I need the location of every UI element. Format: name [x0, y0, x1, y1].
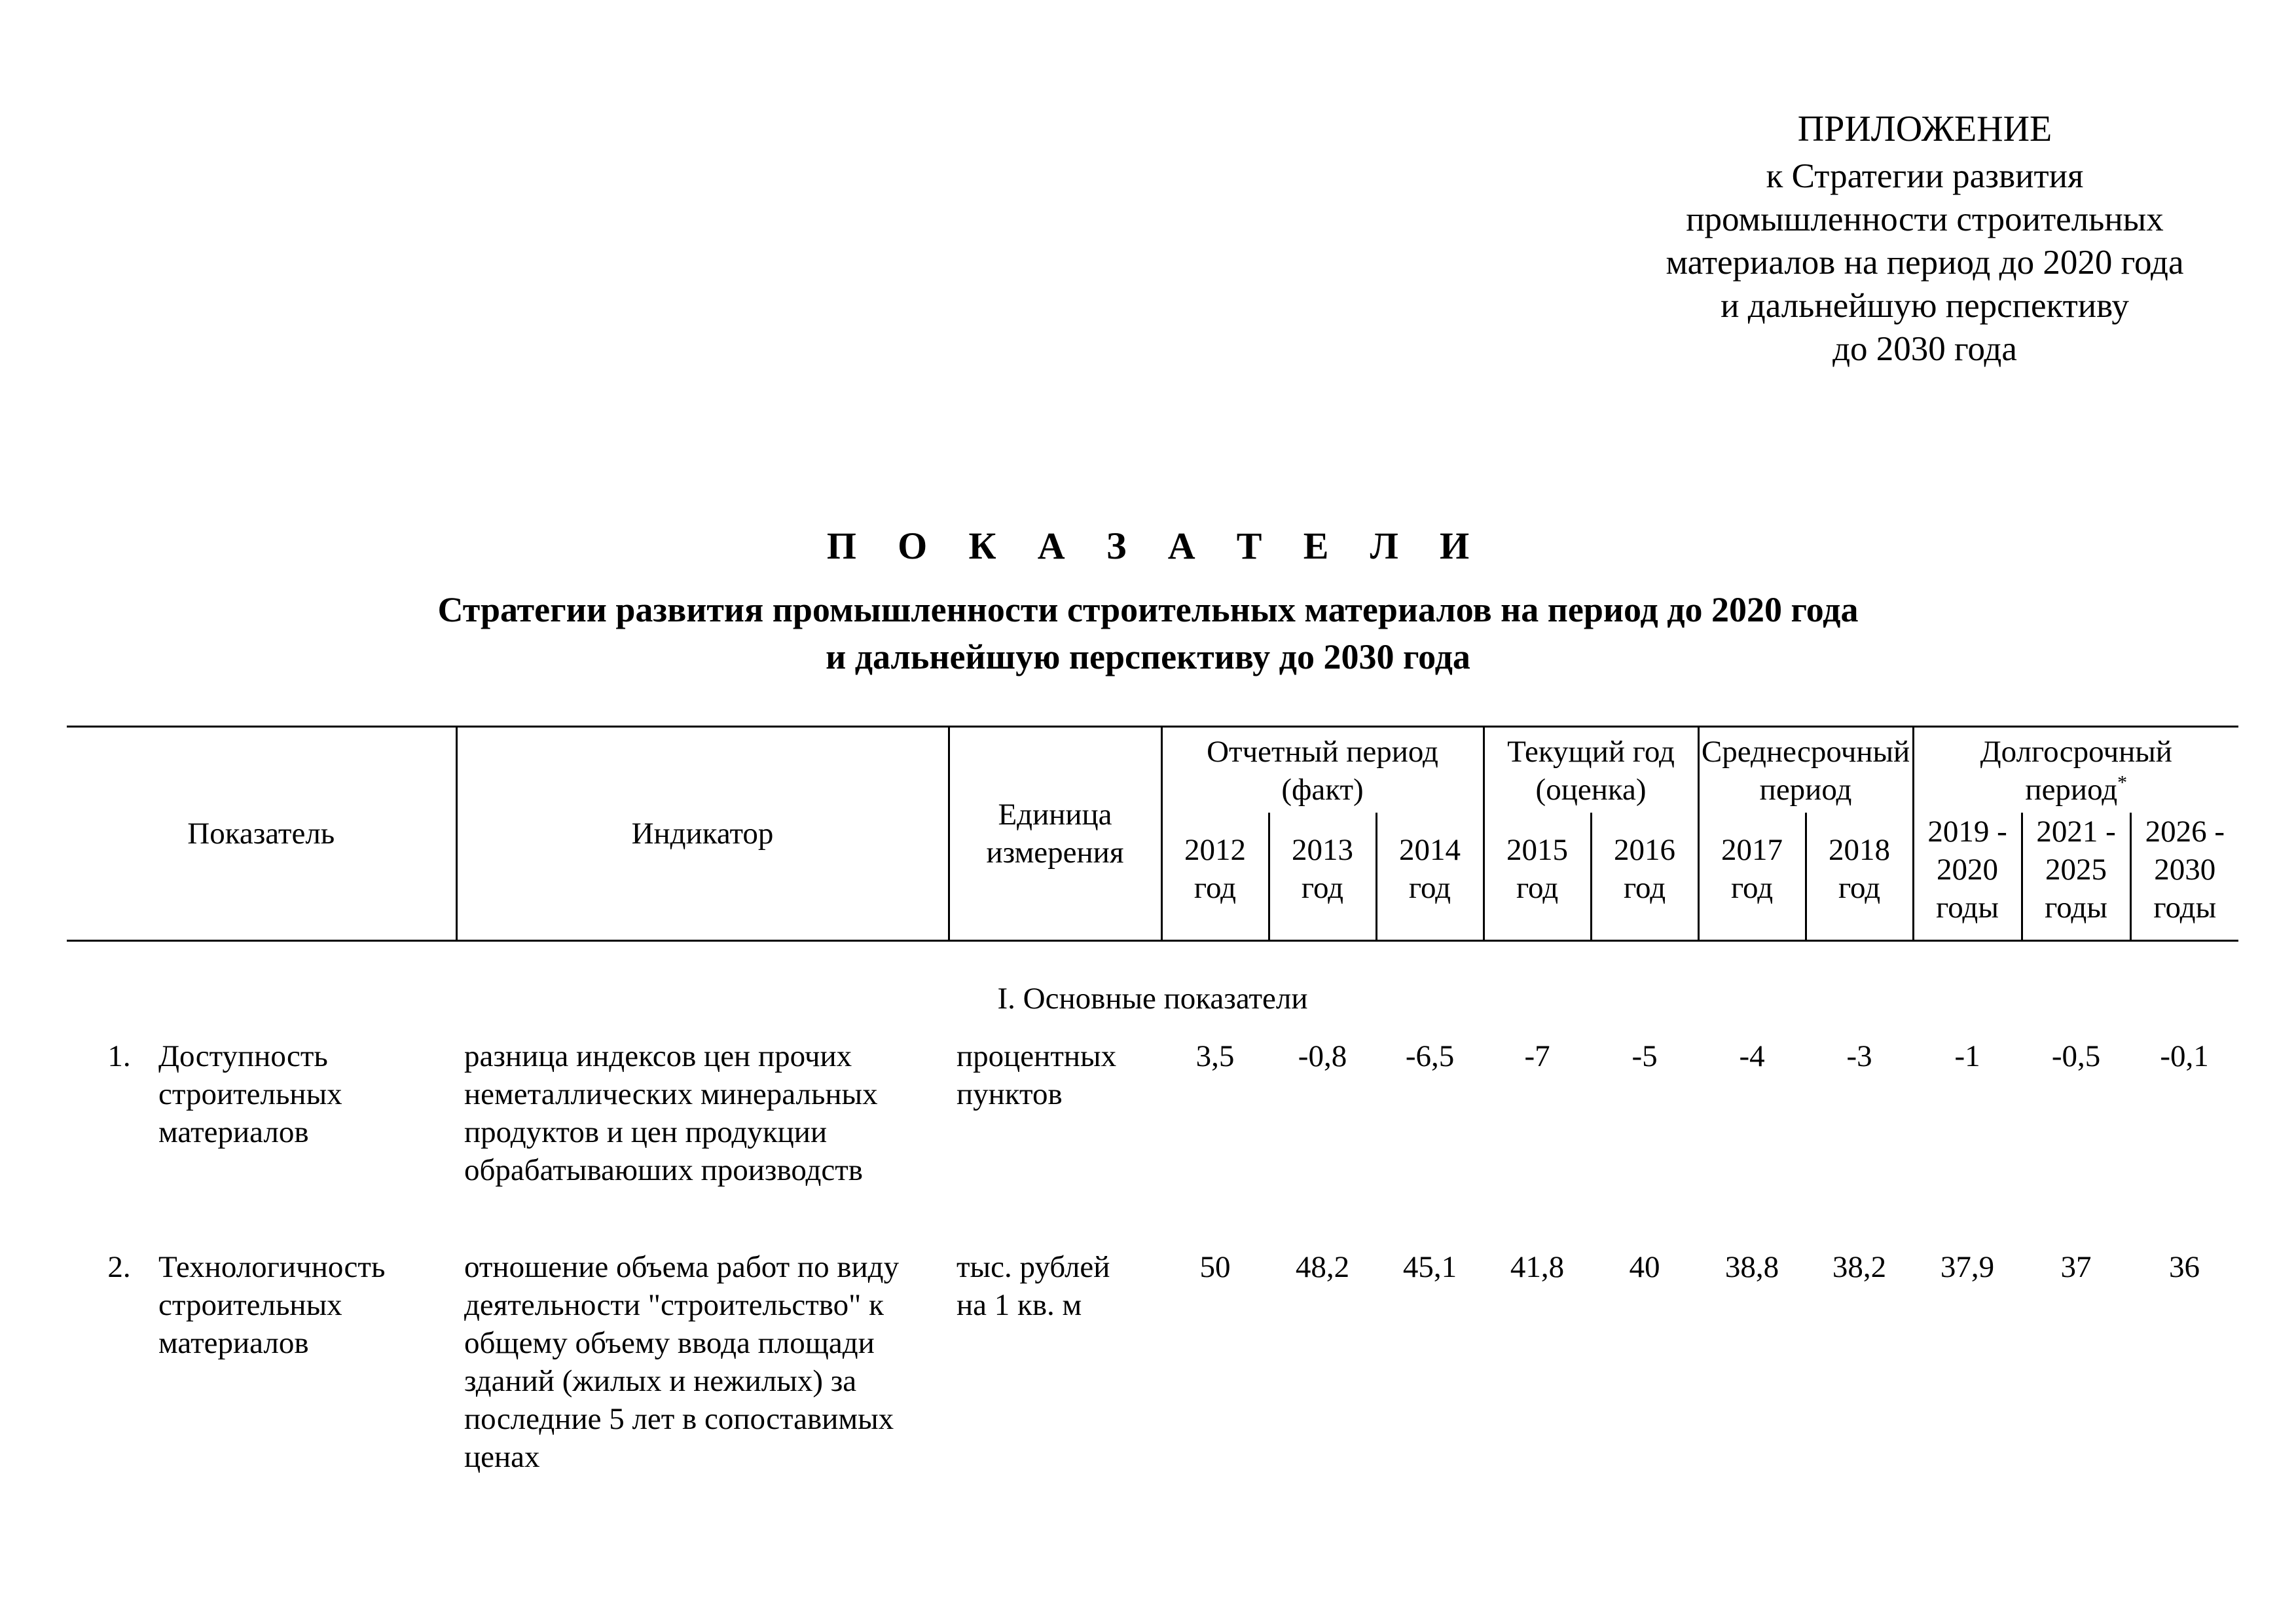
- row-number: 1.: [107, 1039, 131, 1073]
- value-cell: -7: [1524, 1039, 1550, 1073]
- indicator-name-cell: 2. Технологичность строительных материалов: [67, 1248, 456, 1476]
- header-year: 2018 год: [1806, 813, 1913, 941]
- indicator-cell: отношение объема работ по виду деятельности "строительство" к общему объему ввода площади зданий (жилых и нежилых) за последние 5 лет в сопоставимых ценах: [464, 1250, 900, 1474]
- header-group-reported: Отчетный период (факт): [1161, 727, 1484, 813]
- header-year: 2014 год: [1376, 813, 1484, 941]
- appendix-line: к Стратегии развития: [1766, 157, 2084, 195]
- header-year: 2013 год: [1269, 813, 1376, 941]
- appendix-line: материалов на период до 2020 года: [1666, 244, 2184, 282]
- appendix-line: до 2030 года: [1832, 330, 2017, 368]
- unit-cell: процентных пунктов: [957, 1039, 1117, 1111]
- header-year-range: 2019 - 2020 годы: [1913, 813, 2022, 941]
- header-unit: Единица измерения: [949, 727, 1161, 941]
- header-year-range: 2021 - 2025 годы: [2022, 813, 2130, 941]
- header-year: 2015 год: [1484, 813, 1591, 941]
- value-cell: -0,5: [2051, 1039, 2101, 1073]
- value-cell: 3,5: [1195, 1039, 1235, 1073]
- header-group-current: Текущий год (оценка): [1484, 727, 1698, 813]
- table-row: [67, 1037, 2238, 1248]
- section-title: I. Основные показатели: [997, 982, 1308, 1016]
- row-number: 2.: [107, 1250, 131, 1284]
- value-cell: -0,1: [2160, 1039, 2209, 1073]
- value-cell: 36: [2169, 1250, 2200, 1284]
- value-cell: -6,5: [1405, 1039, 1455, 1073]
- appendix-heading: ПРИЛОЖЕНИЕ: [1797, 109, 2052, 149]
- value-cell: 38,8: [1724, 1250, 1779, 1284]
- value-cell: -0,8: [1298, 1039, 1347, 1073]
- section-row: [67, 941, 2238, 1038]
- header-year: 2016 год: [1591, 813, 1698, 941]
- indicators-table: [67, 726, 2238, 1476]
- document-subtitle: [0, 586, 2296, 680]
- unit-cell: тыс. рублей на 1 кв. м: [957, 1250, 1110, 1322]
- appendix-line: промышленности строительных: [1686, 200, 2164, 238]
- indicator-name-cell: 1. Доступность строительных материалов: [67, 1037, 456, 1248]
- header-year: 2012 год: [1161, 813, 1269, 941]
- value-cell: -4: [1739, 1039, 1765, 1073]
- value-cell: 48,2: [1295, 1250, 1350, 1284]
- footnote-mark: *: [2117, 771, 2128, 794]
- value-cell: -3: [1846, 1039, 1872, 1073]
- value-cell: 41,8: [1510, 1250, 1565, 1284]
- header-group-long: Долгосрочный период*: [1913, 727, 2238, 813]
- subtitle-line: Стратегии развития промышленности строительных материалов на период до 2020 года: [437, 590, 1859, 629]
- value-cell: -5: [1631, 1039, 1658, 1073]
- indicator-cell: разница индексов цен прочих неметаллических минеральных продуктов и цен продукции обрабатываюших производств: [464, 1039, 878, 1187]
- subtitle-line: и дальнейшую перспективу до 2030 года: [826, 637, 1470, 676]
- header-year-range: 2026 - 2030 годы: [2130, 813, 2238, 941]
- value-cell: 50: [1199, 1250, 1231, 1284]
- table-row: [67, 1248, 2238, 1476]
- appendix-block: [1584, 105, 2265, 371]
- header-indicator-name: Показатель: [67, 727, 456, 941]
- header-group-medium: Среднесрочный период: [1698, 727, 1913, 813]
- value-cell: -1: [1954, 1039, 1980, 1073]
- header-year: 2017 год: [1698, 813, 1806, 941]
- appendix-line: и дальнейшую перспективу: [1721, 287, 2129, 325]
- value-cell: 40: [1629, 1250, 1660, 1284]
- document-title: П О К А З А Т Е Л И: [826, 525, 1485, 567]
- header-indicator: Индикатор: [456, 727, 949, 941]
- header-row: [67, 727, 2238, 813]
- value-cell: 45,1: [1402, 1250, 1457, 1284]
- value-cell: 37: [2060, 1250, 2092, 1284]
- value-cell: 38,2: [1832, 1250, 1887, 1284]
- value-cell: 37,9: [1940, 1250, 1995, 1284]
